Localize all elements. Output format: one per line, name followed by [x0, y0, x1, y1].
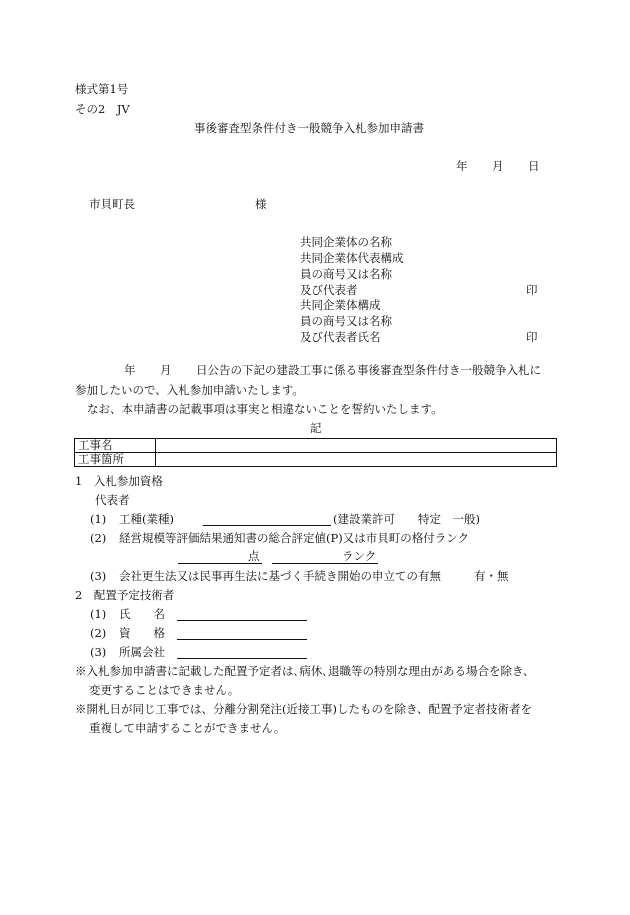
form-sub-number: その2 JV: [75, 102, 130, 116]
document-title: 事後審査型条件付き一般競争入札参加申請書: [194, 121, 424, 135]
score-field-line: [178, 563, 262, 564]
note2-line2: 重複して申請することができません。: [89, 721, 286, 735]
applicant-line: 及び代表者氏名: [300, 330, 381, 344]
body-line2: 参加したいので、入札参加申請いたします。: [75, 383, 304, 397]
table-row: [75, 439, 557, 453]
body-line3: なお、本申請書の記載事項は事実と相違ないことを誓約いたします。: [87, 402, 443, 416]
s1-item2-point: 点: [248, 549, 260, 563]
body-year: 年: [124, 363, 136, 377]
project-location-value: [156, 453, 557, 467]
table-row: [75, 453, 557, 467]
industry-field-line: [203, 525, 331, 526]
ki-label: 記: [310, 421, 322, 435]
note2-line1: ※開札日が同じ工事では、分離分割発注(近接工事)したものを除き、配置予定者技術者を: [75, 702, 533, 716]
s2-item3-number: (3): [90, 645, 107, 659]
note1-line1: ※入札参加申請書に記載した配置予定者は､病休､退職等の特別な理由がある場合を除き、: [75, 664, 535, 678]
rank-field-line: [272, 563, 378, 564]
engineer-qualification-line: [177, 639, 307, 640]
applicant-line: 共同企業体の名称: [300, 235, 392, 249]
engineer-name-line: [177, 620, 307, 621]
form-number: 様式第1号: [75, 82, 129, 96]
s1-item1-suffix: (建設業許可 特定 一般): [333, 512, 480, 526]
applicant-line: 員の商号又は名称: [300, 314, 392, 328]
s2-item2-label: 資 格: [119, 626, 165, 640]
seal-mark: 印: [526, 283, 538, 297]
project-name-label: 工事名: [75, 439, 156, 453]
s1-item1-label: 工種(業種): [119, 512, 174, 526]
body-line1: 日公告の下記の建設工事に係る事後審査型条件付き一般競争入札に: [196, 363, 541, 377]
s2-item3-label: 所属会社: [119, 645, 165, 659]
section1-sub: 代表者: [95, 493, 130, 507]
applicant-line: 員の商号又は名称: [300, 267, 392, 281]
s1-item3-text: 会社更生法又は民事再生法に基づく手続き開始の申立ての有無: [119, 569, 441, 583]
s2-item1-number: (1): [90, 607, 107, 621]
section1-heading: 1 入札参加資格: [75, 474, 163, 488]
s1-item3-choice: 有・無: [474, 569, 509, 583]
s1-item3-number: (3): [90, 569, 107, 583]
s1-item2-rank: ランク: [342, 549, 377, 563]
project-table: [74, 438, 557, 467]
applicant-line: 共同企業体構成: [300, 298, 381, 312]
s1-item2-text: 経営規模等評価結果通知書の総合評定値(P)又は市貝町の格付ランク: [119, 531, 469, 545]
engineer-company-line: [177, 658, 307, 659]
seal-mark: 印: [526, 330, 538, 344]
date-day: 日: [528, 159, 540, 173]
body-month: 月: [160, 363, 172, 377]
date-month: 月: [492, 159, 504, 173]
date-year: 年: [456, 159, 468, 173]
project-location-label: 工事箇所: [75, 453, 156, 467]
note1-line2: 変更することはできません。: [89, 683, 240, 697]
project-name-value: [156, 439, 557, 453]
s1-item2-number: (2): [90, 531, 107, 545]
addressee-honorific: 様: [255, 197, 267, 211]
applicant-line: 共同企業体代表構成: [300, 251, 404, 265]
section2-heading: 2 配置予定技術者: [75, 588, 175, 602]
s2-item2-number: (2): [90, 626, 107, 640]
addressee-name: 市貝町長: [89, 197, 135, 211]
applicant-line: 及び代表者: [300, 283, 358, 297]
s1-item1-number: (1): [90, 512, 107, 526]
s2-item1-label: 氏 名: [119, 607, 165, 621]
